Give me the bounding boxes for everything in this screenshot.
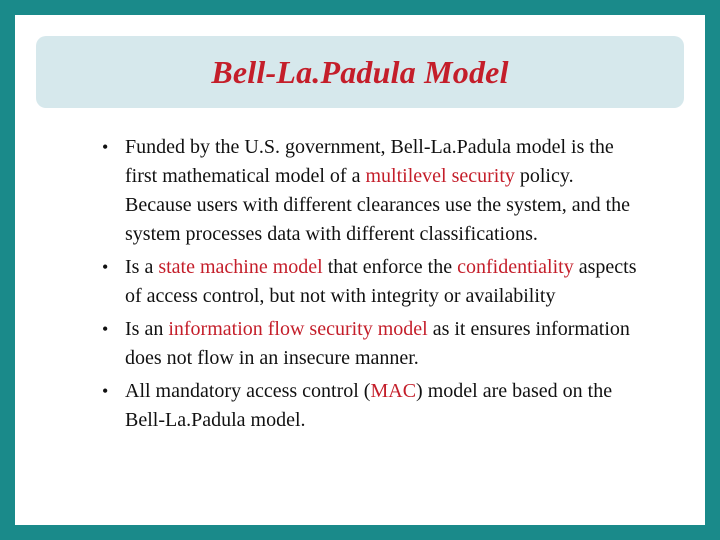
bullet-text-4-part-3: ) model are based on the Bell-La.Padula model. xyxy=(125,380,613,431)
bullet-item-1 xyxy=(100,133,640,249)
bullet-text-1-part-3: policy. Because users with different clearances use the system, and the system processes data with different classifications. xyxy=(125,165,630,245)
bullet-text-4-part-1: All mandatory access control ( xyxy=(125,380,371,402)
highlight-mac: MAC xyxy=(370,380,417,402)
bullet-item-2 xyxy=(100,253,640,311)
title-banner xyxy=(36,36,684,108)
bullet-list xyxy=(100,133,640,439)
bullet-marker: • xyxy=(102,319,109,339)
highlight-confidentiality: confidentiality xyxy=(457,256,574,278)
bullet-item-3 xyxy=(100,315,640,373)
bullet-text-3-part-3: as it ensures information does not flow in an insecure manner. xyxy=(125,318,630,369)
bullet-marker: • xyxy=(102,257,109,277)
bullet-text-2-part-3: that enforce the xyxy=(322,256,458,278)
bullet-text-2-part-1: Is a xyxy=(125,256,159,278)
bullet-marker: • xyxy=(102,137,109,157)
bullet-text-3-part-1: Is an xyxy=(125,318,169,340)
bullet-item-4 xyxy=(100,377,640,435)
bullet-text-1-part-1: Funded by the U.S. government, Bell-La.Padula model is the first mathematical model of a xyxy=(125,136,614,187)
slide-title: Bell-La.Padula Model xyxy=(211,53,509,90)
highlight-information-flow-security-model: information flow security model xyxy=(168,318,428,340)
highlight-state-machine-model: state machine model xyxy=(158,256,323,278)
bullet-text-2-part-5: aspects of access control, but not with integrity or availability xyxy=(125,256,637,307)
highlight-multilevel-security: multilevel security xyxy=(365,165,515,187)
bullet-marker: • xyxy=(102,381,109,401)
